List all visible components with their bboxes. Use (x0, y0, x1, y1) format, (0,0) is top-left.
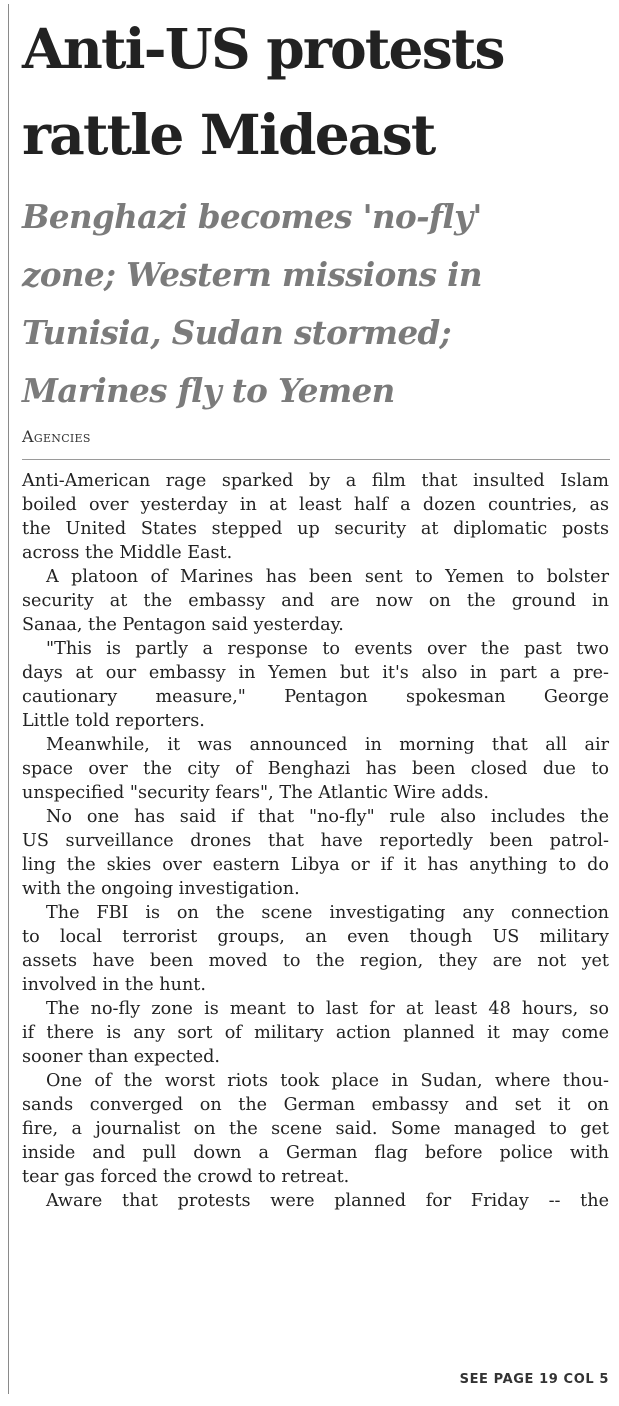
subheadline-line: zone; Western missions in (22, 255, 482, 294)
body-line: tear gas forced the crowd to retreat. (22, 1167, 350, 1187)
column-rule (8, 4, 9, 1394)
body-line: if there is any sort of military action planned it may come (22, 1023, 609, 1043)
subheadline-line: Marines fly to Yemen (22, 371, 395, 410)
body-line: inside and pull down a German flag before police with (22, 1143, 609, 1163)
headline-line: Anti-US protests (22, 16, 504, 81)
body-line: the United States stepped up security at diplomatic posts (22, 519, 609, 539)
body-line: to local terrorist groups, an even though US military (22, 927, 609, 947)
headline (22, 6, 617, 178)
body-line: assets have been moved to the region, they are not yet (22, 951, 609, 971)
body-line: Anti-American rage sparked by a film that insulted Islam (22, 471, 609, 491)
body-line: sooner than expected. (22, 1047, 220, 1067)
subheadline-line: Benghazi becomes 'no-fly' (22, 197, 482, 236)
byline: Agencies (22, 427, 91, 446)
body-line: The FBI is on the scene investigating any connection (46, 903, 609, 923)
body-line: space over the city of Benghazi has been closed due to (22, 759, 609, 779)
body-line: US surveillance drones that have reportedly been patrol- (22, 831, 609, 851)
body-line: No one has said if that "no-fly" rule also includes the (46, 807, 609, 827)
body-line: involved in the hunt. (22, 975, 206, 995)
continued-on-page-link[interactable]: SEE PAGE 19 COL 5 (459, 1372, 609, 1387)
body-line: cautionary measure," Pentagon spokesman George (22, 687, 609, 707)
subheadline (22, 188, 617, 420)
body-line: ling the skies over eastern Libya or if it has anything to do (22, 855, 609, 875)
body-line: days at our embassy in Yemen but it's also in part a pre- (22, 663, 609, 683)
byline-divider (22, 459, 610, 460)
body-line: with the ongoing investigation. (22, 879, 300, 899)
body-line: Sanaa, the Pentagon said yesterday. (22, 615, 344, 635)
body-line: The no-fly zone is meant to last for at least 48 hours, so (46, 999, 609, 1019)
body-line: Aware that protests were planned for Friday -- the (46, 1191, 609, 1211)
headline-line: rattle Mideast (22, 102, 435, 167)
body-line: One of the worst riots took place in Sudan, where thou- (46, 1071, 609, 1091)
body-line: fire, a journalist on the scene said. Some managed to get (22, 1119, 609, 1139)
body-line: security at the embassy and are now on the ground in (22, 591, 609, 611)
body-line: sands converged on the German embassy and set it on (22, 1095, 609, 1115)
subheadline-line: Tunisia, Sudan stormed; (22, 313, 452, 352)
body-line: across the Middle East. (22, 543, 233, 563)
body-line: Meanwhile, it was announced in morning that all air (46, 735, 609, 755)
article-body (22, 469, 609, 1213)
body-line: unspecified "security fears", The Atlantic Wire adds. (22, 783, 489, 803)
body-line: boiled over yesterday in at least half a dozen countries, as (22, 495, 609, 515)
body-line: Little told reporters. (22, 711, 205, 731)
body-line: "This is partly a response to events over the past two (46, 639, 609, 659)
body-line: A platoon of Marines has been sent to Yemen to bolster (46, 567, 609, 587)
